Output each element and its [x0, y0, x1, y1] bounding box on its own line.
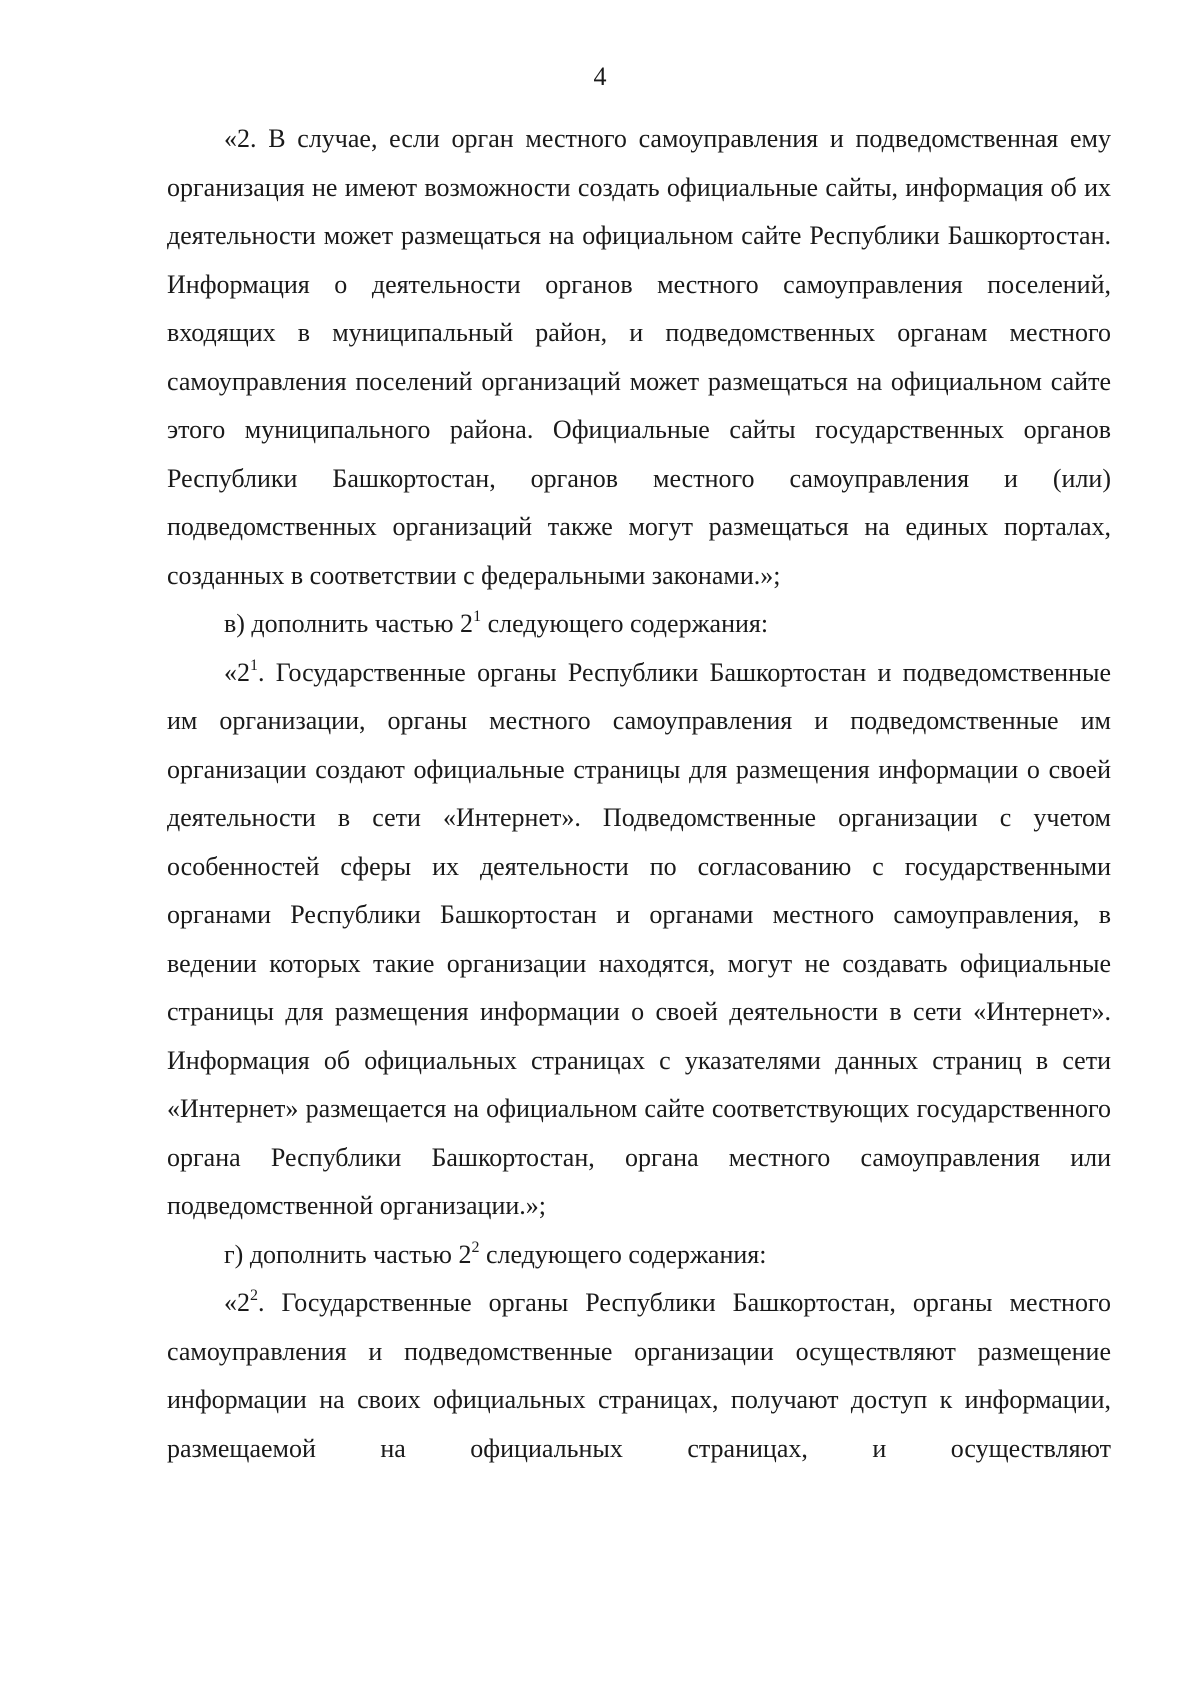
paragraph-text: «2 — [224, 1288, 250, 1317]
paragraph-text: г) дополнить частью 2 — [224, 1239, 472, 1269]
superscript-index: 2 — [250, 1287, 258, 1304]
paragraph — [167, 649, 1111, 1231]
paragraph-text: в) дополнить частью 2 — [224, 609, 474, 638]
superscript-index: 1 — [250, 656, 258, 674]
paragraph — [167, 1279, 1111, 1473]
superscript-index: 2 — [471, 1238, 480, 1256]
paragraph-text: «2. В случае, если орган местного самоуправления и подведомственная ему организация не имеют возможности создать официальные сайты, информация об их деятельности может размещаться на официальном сайте Республики Башкортостан. Информация о деятельности органов местного самоуправления поселений, входящих в муниципальный район, и подведомственных органам местного самоуправления поселений организаций может размещаться на официальном сайте этого муниципального района. Официальные сайты государственных органов Республики Башкортостан, органов местного самоуправления и (или) подведомственных организаций также могут размещаться на единых порталах, созданных в соответствии с федеральными законами.»; — [167, 124, 1111, 590]
paragraph — [167, 600, 1111, 649]
paragraph-text: . Государственные органы Республики Башкортостан и подведомственные им организации, органы местного самоуправления и подведомственные им организации создают официальные страницы для размещения информации о своей деятельности в сети «Интернет». Подведомственные организации с учетом особенностей сферы их деятельности по согласованию с государственными органами Республики Башкортостан и органами местного самоуправления, в ведении которых такие организации находятся, могут не создавать официальные страницы для размещения информации о своей деятельности в сети «Интернет». Информация об официальных страницах с указателями данных страниц в сети «Интернет» размещается на официальном сайте соответствующих государственного органа Республики Башкортостан, органа местного самоуправления или подведомственной организации.»; — [167, 657, 1111, 1220]
paragraph-text: следующего содержания: — [481, 609, 769, 638]
document-body — [167, 115, 1111, 1473]
paragraph-text: «2 — [224, 657, 250, 687]
page-number: 4 — [593, 62, 607, 91]
superscript-index: 1 — [473, 608, 482, 625]
paragraph — [167, 1231, 1111, 1280]
paragraph-text: . Государственные органы Республики Башкортостан, органы местного самоуправления и подведомственные организации осуществляют размещение информации на своих официальных страницах, получают доступ к информации, размещаемой на официальных страницах, и осуществляют — [167, 1288, 1111, 1463]
paragraph-text: следующего содержания: — [479, 1239, 767, 1269]
paragraph — [167, 115, 1111, 600]
